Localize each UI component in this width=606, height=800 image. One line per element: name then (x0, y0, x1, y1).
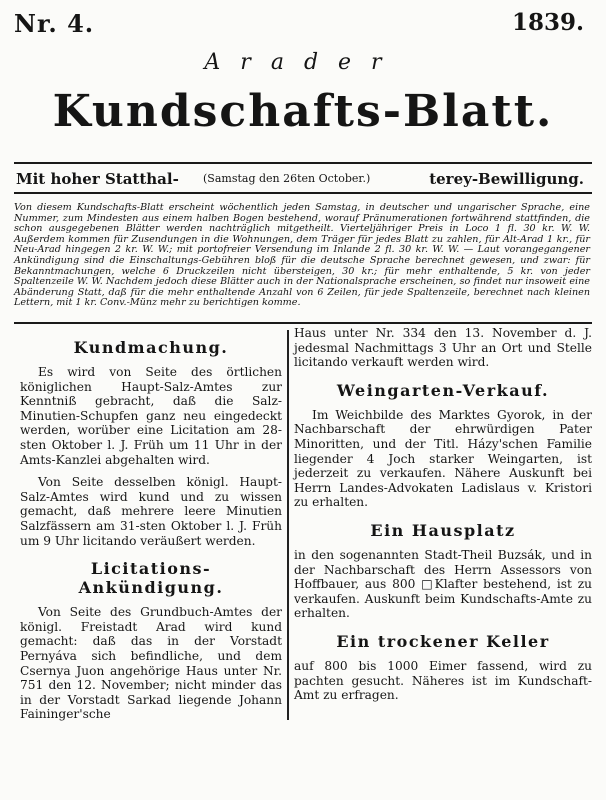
notice-licitation-continued: Haus unter Nr. 334 den 13. November d. J. jedesmal Nachmittags 3 Uhr an Ort und Stelle licitando verkauft werden wird. (294, 326, 592, 370)
heading-cellar: Ein trockener Keller (336, 631, 550, 651)
subheader-right: terey-Bewilligung. (429, 170, 584, 188)
subheader-left: Mit hoher Statthal- (16, 170, 179, 188)
heading-building-plot: Ein Hausplatz (370, 520, 516, 540)
heading-licitation: Licitations-Ankündigung. (78, 559, 224, 598)
right-column (294, 326, 592, 703)
notice-cellar: auf 800 bis 1000 Eimer fassend, wird zu pachten gesucht. Näheres ist im Kundschaft-Amt zu erfragen. (294, 658, 592, 703)
issue-date: (Samstag den 26ten October.) (203, 172, 371, 185)
heading-kundmachung: Kundmachung. (73, 338, 229, 357)
notice-vineyard: Im Weichbilde des Marktes Gyorok, in der Nachbarschaft der ehrwürdigen Pater Minoritten, und der Titl. Házy'schen Familie liegender 4 Joch starker Weingarten, ist jederzeit zu verkaufen. Nähere Auskunft bei Herrn Landes-Advokaten Ladislaus v. Kristori zu erhalten. (294, 407, 592, 510)
subscription-notice: Von diesem Kundschafts-Blatt erscheint wöchentlich jeden Samstag, in deutscher und ungarischer Sprache, eine Nummer, zum Mindesten aus einem halben Bogen bestehend, worauf Pränumerationen fortwährend stattfinden, die schon ausgegebenen Blätter werden nachträglich mitgetheilt. Vierteljähriger Preis in Loco 1 fl. 30 kr. W. W. Außerdem kommen für Zusendungen in die Wohnungen, dem Träger für jedes Blatt zu zahlen, für Alt-Arad 1 kr., für Neu-Arad hingegen 2 kr. W. W.; mit portofreier Versendung im Inlande 2 fl. 30 kr. W. W. — Laut vorangegangener Ankündigung sind die Einschaltungs-Gebühren bloß für die deutsche Sprache berechnet gewesen, und zwar: für Bekanntmachungen, welche 6 Druckzeilen nicht übersteigen, 30 kr.; für mehr enthaltende, 5 kr. von jeder Spaltenzeile W. W. Nachdem jedoch diese Blätter auch in der Nationalsprache erscheinen, so findet nur insoweit eine Abänderung Statt, daß für die mehr enthaltende Anzahl von 6 Zeilen, für jede Spaltenzeile, berechnet nach kleinen Lettern, mit 1 kr. Conv.-Münz mehr zu berichtigen komme. (14, 202, 590, 309)
left-column (20, 338, 282, 722)
issue-year: 1839. (511, 9, 584, 36)
column-divider (287, 330, 289, 720)
subheader-rule (14, 192, 592, 194)
masthead-title: Kundschafts-Blatt. (52, 86, 554, 137)
intro-rule (14, 322, 592, 324)
top-rule (14, 162, 592, 164)
masthead-place: Arader (204, 50, 402, 75)
issue-number: Nr. 4. (14, 9, 95, 38)
notice-salt-barrels: Von Seite desselben königl. Haupt-Salz-Amtes wird kund und zu wissen gemacht, daß mehrere leere Minutien Salzfässern am 31-sten Oktober l. J. Früh um 9 Uhr licitando veräußert werden. (20, 475, 282, 548)
notice-licitation: Von Seite des Grundbuch-Amtes der königl. Freistadt Arad wird kund gemacht: daß das in der Vorstadt Pernyáva sich befindliche, und dem Csernya Juon angehörige Haus unter Nr. 751 den 12. November; nicht minder das in der Vorstadt Sarkad liegende Johann Faininger'sche (20, 605, 282, 722)
notice-salt-roof: Es wird von Seite des örtlichen königlichen Haupt-Salz-Amtes zur Kenntniß gebracht, daß die Salz-Minutien-Schupfen ganz neu eingedeckt werden, worüber eine Licitation am 28-sten Oktober l. J. Früh um 11 Uhr in der Amts-Kanzlei abgehalten wird. (20, 365, 282, 467)
heading-vineyard: Weingarten-Verkauf. (336, 380, 550, 400)
notice-building-plot: in den sogenannten Stadt-Theil Buzsák, und in der Nachbarschaft des Herrn Assessors von Hoffbauer, aus 800 □Klafter bestehend, ist zu verkaufen. Auskunft beim Kundschafts-Amte zu erhalten. (294, 547, 592, 621)
